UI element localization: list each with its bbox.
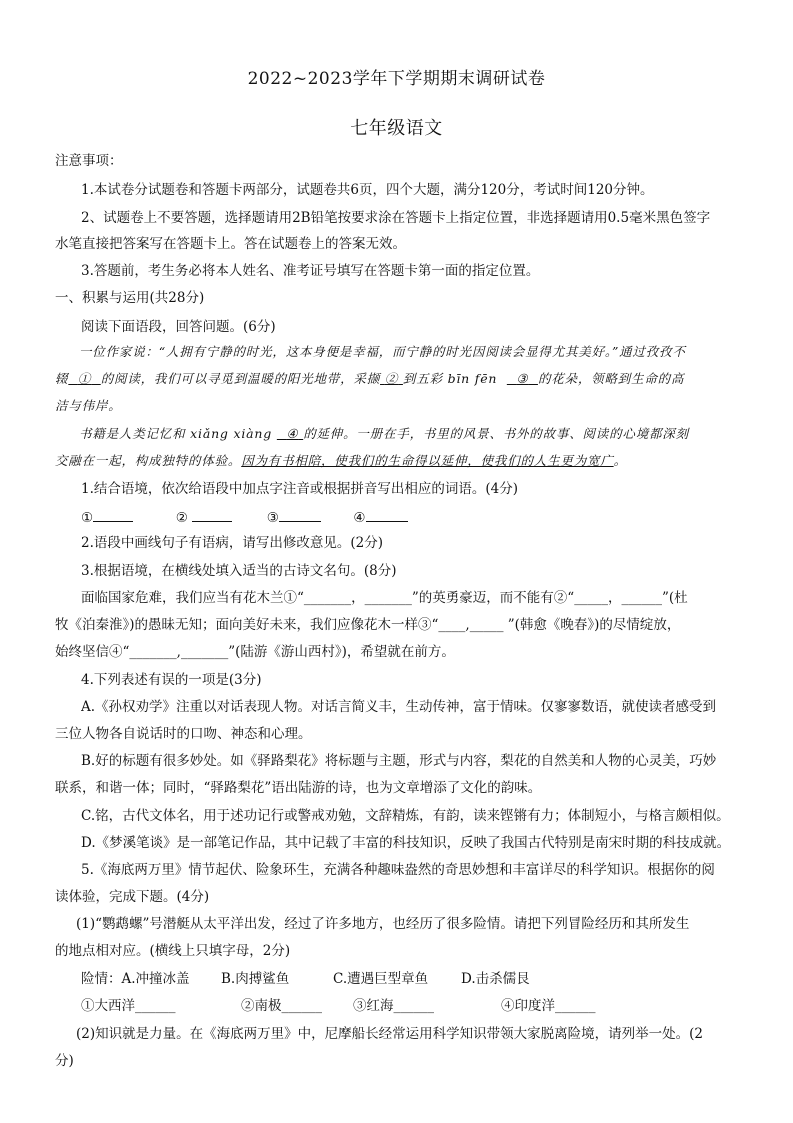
notes-heading: 注意事项： <box>55 153 123 169</box>
question-4: 4.下列表述有误的一项是(3分) <box>81 672 262 688</box>
question-5-1-line-2: 的地点相对应。(横线上只填字母，2分) <box>55 943 291 959</box>
place-blanks: ①大西洋______ ②南极______ ③红海______ ④印度洋______ <box>81 998 596 1014</box>
passage-2-line-1 <box>79 425 774 443</box>
question-1-blanks: ① ② ③ ④ <box>81 507 776 527</box>
note-2-line-2: 水笔直接把答案写在答题卡上。答在试题卷上的答案无效。 <box>55 236 406 252</box>
blank-marker-1: ① <box>77 371 92 386</box>
question-5-line-2: 读体验，完成下题。(4分) <box>55 889 210 905</box>
question-3-line-1: 面临国家危难，我们应当有花木兰①“_______，_______”的英勇豪迈，而不能有②“_____，______”(杜 <box>81 590 688 606</box>
answer-blank-1[interactable] <box>93 507 133 522</box>
option-d: D.《梦溪笔谈》是一部笔记作品，其中记载了丰富的科技知识，反映了我国古代特别是南宋时期的科技成就。 <box>81 835 731 851</box>
question-3-line-3: 始终坚信④“_______,_______”(陆游《游山西村》)，希望就在前方。 <box>55 644 455 660</box>
question-5-2-line-1: (2)知识就是力量。在《海底两万里》中，尼摩船长经常运用科学知识带领大家脱离险境，请列举一处。(2 <box>76 1026 703 1042</box>
answer-blank-2[interactable] <box>192 507 232 522</box>
question-2: 2.语段中画线句子有语病，请写出修改意见。(2分) <box>81 535 384 551</box>
option-a-line-2: 三位人物各自说话时的口吻、神态和心理。 <box>55 726 312 742</box>
underlined-sentence: 因为有书相陪，使我们的生命得以延伸，使我们的人生更为宽广 <box>241 453 614 468</box>
passage-text: 的阅读，我们可以寻觅到温暖的阳光地带，采撷 <box>100 371 381 386</box>
option-c: C.铭，古代文体名，用于述功记行或警戒劝勉，文辞精炼，有韵，读来铿锵有力；体制短小，与格言颇相似。 <box>81 808 730 824</box>
passage-text: 交融在一起，构成独特的体验。 <box>55 453 242 468</box>
section-1-heading: 一、积累与运用(共28分) <box>55 290 205 306</box>
question-3: 3.根据语境，在横线处填入适当的古诗文名句。(8分) <box>81 563 397 579</box>
passage-text: 到五彩 bīn fēn <box>402 371 498 386</box>
danger-options: 险情：A.冲撞冰盖 B.肉搏鲨鱼 C.遭遇巨型章鱼 D.击杀儒艮 <box>81 971 530 987</box>
answer-blank-4[interactable] <box>366 507 408 522</box>
blank-marker-2: ② <box>384 371 399 386</box>
note-3: 3.答题前，考生务必将本人姓名、准考证号填写在答题卡第一面的指定位置。 <box>81 263 540 279</box>
passage-1-line-3: 洁与伟岸。 <box>55 398 122 413</box>
passage-text: 的延伸。一册在手，书里的风景、书外的故事、阅读的心境都深刻 <box>303 426 689 441</box>
passage-text: 辍 <box>55 371 69 386</box>
reading-intro: 阅读下面语段，回答问题。(6分) <box>81 319 276 335</box>
question-1: 1.结合语境，依次给语段中加点字注音或根据拼音写出相应的词语。(4分) <box>81 481 519 497</box>
exam-title: 2022~2023学年下学期期末调研试卷 <box>247 69 546 89</box>
question-5-1-line-1: (1)“鹦鹉螺”号潜艇从太平洋出发，经过了许多地方，也经历了很多险情。请把下列冒险经历和其所发生 <box>76 916 690 932</box>
passage-1-line-2 <box>55 370 750 388</box>
passage-2-line-2: 交融在一起，构成独特的体验。因为有书相陪，使我们的生命得以延伸，使我们的人生更为宽广。 <box>55 453 627 468</box>
exam-subtitle: 七年级语文 <box>350 118 443 139</box>
passage-text: 书籍是人类记忆和 xiǎng xiàng <box>79 426 273 441</box>
passage-text: 的花朵，领略到生命的高 <box>537 371 685 386</box>
option-a-line-1: A.《孙权劝学》注重以对话表现人物。对话言简义丰，生动传神，富于情味。仅寥寥数语，就使读者感受到 <box>81 699 717 715</box>
blank-marker-4: ④ <box>286 426 299 441</box>
answer-blank-3[interactable] <box>279 507 321 522</box>
question-3-line-2: 牧《泊秦淮》)的愚昧无知；面向美好未来，我们应像花木一样③“____,_____ ”(韩愈《晚春》)的尽情绽放， <box>55 617 681 633</box>
question-5-line-1: 5.《海底两万里》情节起伏、险象环生，充满各种趣味盎然的奇思妙想和丰富详尽的科学知识。根据你的阅 <box>81 862 715 878</box>
option-b-line-2: 联系，和谐一体；同时，“驿路梨花”语出陆游的诗，也为文章增添了文化的韵味。 <box>55 780 542 796</box>
blank-marker-3: ③ <box>516 371 529 386</box>
passage-1-line-1: 一位作家说：“人拥有宁静的时光，这本身便是幸福，而宁静的时光因阅读会显得尤其美好。”通过孜孜不 <box>79 344 686 359</box>
question-5-2-line-2: 分) <box>55 1053 74 1069</box>
option-b-line-1: B.好的标题有很多妙处。如《驿路梨花》将标题与主题，形式与内容，梨花的自然美和人物的心灵美，巧妙 <box>81 753 717 769</box>
note-1: 1.本试卷分试题卷和答题卡两部分，试题卷共6页，四个大题，满分120分，考试时间120分钟。 <box>81 182 654 198</box>
note-2-line-1: 2、试题卷上不要答题，选择题请用2B铅笔按要求涂在答题卡上指定位置，非选择题请用0.5毫米黑色签字 <box>81 210 711 226</box>
